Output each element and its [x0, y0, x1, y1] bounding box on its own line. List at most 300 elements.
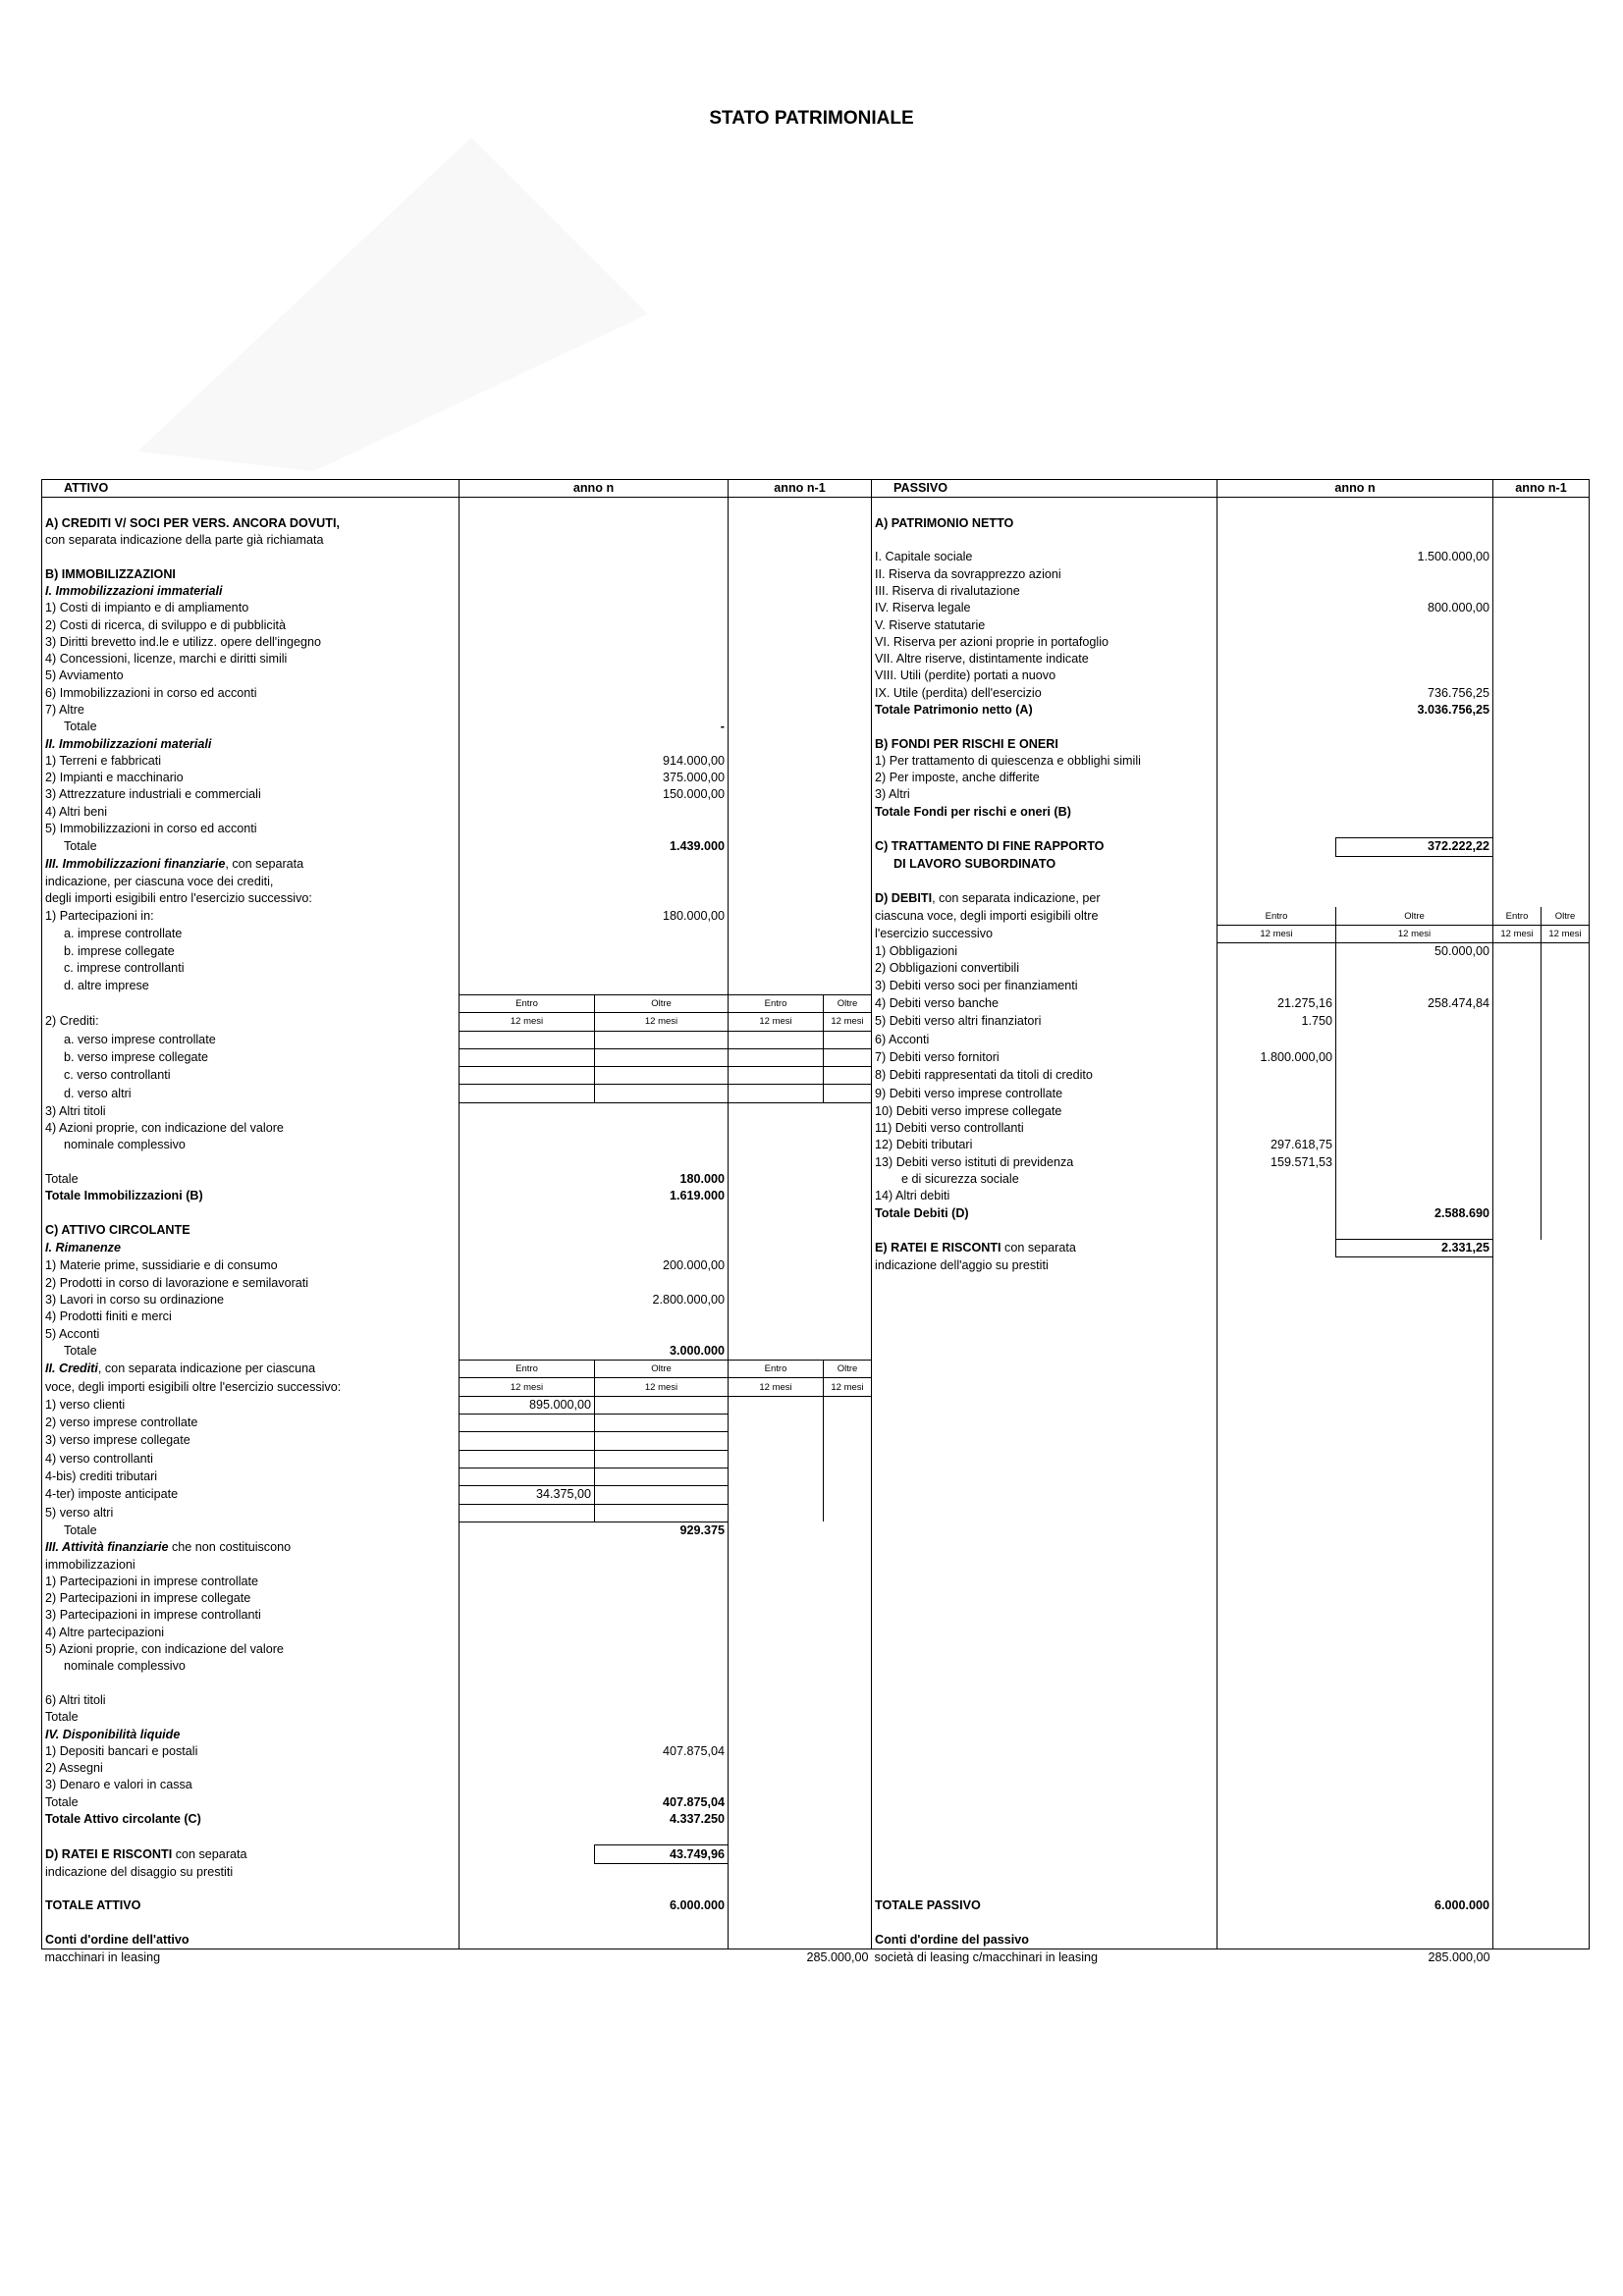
empty-cell: [1217, 1607, 1493, 1624]
empty-cell: [729, 786, 872, 803]
empty-cell: [1542, 1067, 1590, 1085]
empty-cell: [729, 1048, 824, 1066]
table-row: [42, 583, 1590, 600]
empty-cell: [1493, 1308, 1590, 1325]
table-row: [42, 1240, 1590, 1257]
empty-cell: [729, 1794, 872, 1811]
headers-oltre: Oltre: [1336, 907, 1493, 925]
attivo-b2-items-0: 1) Terreni e fabbricati: [42, 753, 460, 770]
headers-mesi: 12 mesi: [1217, 925, 1336, 942]
table-row: [42, 549, 1590, 565]
empty-cell: [460, 960, 729, 977]
table-row: [42, 719, 1590, 735]
table-row: [42, 1067, 1590, 1085]
empty-cell: [460, 532, 729, 549]
headers-oltre: Oltre: [595, 1361, 729, 1378]
table-row: [42, 1171, 1590, 1188]
empty-cell: [1217, 651, 1493, 667]
empty-cell: [729, 978, 872, 995]
table-row: [42, 1204, 1590, 1221]
empty-cell: [595, 1450, 729, 1468]
table-row: [42, 1137, 1590, 1153]
empty-cell: [1217, 634, 1493, 651]
table-row: [42, 1292, 1590, 1308]
passivo-conti-val: 285.000,00: [1428, 1950, 1490, 1965]
empty-cell: [729, 1692, 872, 1709]
empty-cell: [1493, 1204, 1542, 1221]
empty-cell: [872, 1504, 1217, 1522]
empty-cell: [1217, 1102, 1336, 1120]
empty-cell: [729, 1845, 872, 1863]
empty-cell: [872, 1828, 1217, 1845]
table-row: [42, 1222, 1590, 1240]
headers-mesi: 12 mesi: [729, 1378, 824, 1396]
empty-cell: [1217, 1396, 1493, 1414]
attivo-c1-totale-val: 3.000.000: [460, 1343, 729, 1361]
header-attivo: ATTIVO: [42, 480, 460, 498]
attivo-b3-part-items-3: d. altre imprese: [42, 978, 460, 995]
empty-cell: [729, 1154, 872, 1171]
table-row: [42, 1450, 1590, 1468]
attivo-c1-items-3: 4) Prodotti finiti e merci: [42, 1308, 460, 1325]
passivo-e-sub: indicazione dell'aggio su prestiti: [872, 1257, 1217, 1275]
empty-cell: [1493, 943, 1542, 961]
headers-mesi: 12 mesi: [824, 1013, 872, 1031]
empty-cell: [872, 874, 1217, 890]
empty-cell: [42, 994, 460, 1012]
empty-cell: [1217, 1658, 1493, 1675]
empty-cell: [729, 1188, 872, 1204]
header-anno-n-passivo: anno n: [1217, 480, 1493, 498]
empty-cell: [595, 1396, 729, 1414]
empty-cell: [1493, 1222, 1542, 1240]
attivo-c2-totale: Totale: [42, 1522, 460, 1539]
empty-cell: [872, 1641, 1217, 1658]
empty-cell: [1493, 1811, 1590, 1828]
table-row: [42, 994, 1590, 1012]
attivo-c4-totale: Totale: [42, 1794, 460, 1811]
empty-cell: [460, 634, 729, 651]
empty-cell: [1493, 838, 1590, 856]
empty-cell: [1493, 515, 1590, 532]
empty-cell: [1217, 890, 1493, 907]
empty-cell: [729, 616, 872, 633]
empty-cell: [872, 1222, 1217, 1240]
empty-cell: [460, 1539, 729, 1556]
passivo-a-items-0: I. Capitale sociale: [872, 549, 1217, 565]
empty-cell: [1336, 1031, 1493, 1048]
empty-cell: [1217, 1828, 1493, 1845]
table-row: [42, 1188, 1590, 1204]
passivo-b-totale: Totale Fondi per rischi e oneri (B): [872, 804, 1217, 821]
empty-cell: [1217, 1486, 1493, 1504]
empty-cell: [1493, 770, 1590, 786]
empty-cell: [42, 1915, 460, 1932]
empty-cell: [1217, 1932, 1493, 1949]
empty-cell: [595, 1067, 729, 1085]
empty-cell: [1493, 1828, 1590, 1845]
passivo-a-patrimonio: A) PATRIMONIO NETTO: [872, 515, 1217, 532]
empty-cell: [460, 1275, 729, 1292]
empty-cell: [1336, 1067, 1493, 1085]
empty-cell: [872, 1450, 1217, 1468]
empty-cell: [824, 1432, 872, 1450]
empty-cell: [729, 1415, 824, 1432]
empty-cell: [824, 1415, 872, 1432]
empty-cell: [460, 1432, 595, 1450]
empty-cell: [872, 498, 1217, 515]
attivo-b3-partecipazioni: 1) Partecipazioni in:: [42, 907, 460, 925]
empty-cell: [1217, 770, 1493, 786]
empty-cell: [824, 1468, 872, 1485]
table-row: [42, 960, 1590, 977]
empty-cell: [460, 1949, 729, 1967]
empty-cell: [1542, 1137, 1590, 1153]
empty-cell: [872, 1590, 1217, 1607]
table-row: [42, 804, 1590, 821]
empty-cell: [1217, 1625, 1493, 1641]
empty-cell: [1493, 1881, 1590, 1897]
empty-cell: [729, 1275, 872, 1292]
empty-cell: [729, 1709, 872, 1726]
table-row: [42, 821, 1590, 838]
passivo-a-totale-val: 3.036.756,25: [1217, 702, 1493, 719]
table-row: [42, 786, 1590, 803]
empty-cell: [872, 1794, 1217, 1811]
table-row: [42, 565, 1590, 582]
attivo-c4-totale-val: 407.875,04: [460, 1794, 729, 1811]
empty-cell: [729, 685, 872, 702]
empty-cell: [1493, 1343, 1590, 1361]
empty-cell: [1217, 753, 1493, 770]
empty-cell: [460, 498, 729, 515]
empty-cell: [729, 1240, 872, 1257]
ratei-attivo-title-strong: D) RATEI E RISCONTI: [45, 1846, 173, 1861]
attivo-b3-azioni1: 4) Azioni proprie, con indicazione del valore: [42, 1120, 460, 1137]
passivo-b-items-1: 2) Per imposte, anche differite: [872, 770, 1217, 786]
table-row: [42, 1726, 1590, 1742]
empty-cell: [1217, 1292, 1493, 1308]
empty-cell: [1493, 1240, 1590, 1257]
empty-cell: [729, 1863, 872, 1881]
empty-cell: [729, 1031, 824, 1048]
empty-cell: [1493, 1897, 1590, 1914]
empty-cell: [1542, 1171, 1590, 1188]
empty-cell: [460, 667, 729, 684]
empty-cell: [1493, 1378, 1590, 1396]
empty-cell: [1493, 1361, 1590, 1378]
empty-cell: [1336, 1120, 1493, 1137]
empty-cell: [729, 600, 872, 616]
attivo-b2-values-2: 150.000,00: [460, 786, 729, 803]
empty-cell: [1217, 1378, 1493, 1396]
empty-cell: [1493, 1326, 1590, 1343]
empty-cell: [872, 1675, 1217, 1691]
attivo-b1-items-5: 6) Immobilizzazioni in corso ed acconti: [42, 685, 460, 702]
headers-entro: Entro: [460, 1361, 595, 1378]
empty-cell: [595, 1085, 729, 1102]
empty-cell: [1493, 1574, 1590, 1590]
empty-cell: [729, 583, 872, 600]
attivo-b3-cred-items-2: c. verso controllanti: [42, 1067, 460, 1085]
empty-cell: [1493, 1658, 1590, 1675]
table-row: [42, 1031, 1590, 1048]
empty-cell: [1217, 1275, 1493, 1292]
table-row: [42, 1574, 1590, 1590]
empty-cell: [460, 1102, 729, 1120]
passivo-a-items-6: VII. Altre riserve, distintamente indicate: [872, 651, 1217, 667]
empty-cell: [1217, 515, 1493, 532]
passivo-b-items-0: 1) Per trattamento di quiescenza e obblighi simili: [872, 753, 1217, 770]
empty-cell: [1217, 1726, 1493, 1742]
passivo-c-tfr2: DI LAVORO SUBORDINATO: [872, 856, 1217, 874]
empty-cell: [1493, 616, 1590, 633]
empty-cell: [460, 1240, 729, 1257]
table-row: [42, 1361, 1590, 1378]
table-row: [42, 1048, 1590, 1066]
empty-cell: [824, 1450, 872, 1468]
empty-cell: [729, 1326, 872, 1343]
empty-cell: [1217, 735, 1493, 752]
empty-cell: [460, 1590, 729, 1607]
table-row: [42, 600, 1590, 616]
attivo-b1-items-2: 3) Diritti brevetto ind.le e utilizz. opere dell'ingegno: [42, 634, 460, 651]
ratei-attivo-title: [42, 1845, 460, 1863]
table-row: [42, 1396, 1590, 1414]
empty-cell: [1493, 856, 1590, 874]
table-row: [42, 1881, 1590, 1897]
debiti-title-strong: D) DEBITI: [875, 891, 933, 906]
table-row: [42, 498, 1590, 515]
c2-title: [42, 1361, 460, 1378]
attivo-b2-items-4: 5) Immobilizzazioni in corso ed acconti: [42, 821, 460, 838]
empty-cell: [729, 821, 872, 838]
ratei-passivo-title-rest: con separata: [1001, 1241, 1076, 1255]
c2-title-strong: II. Crediti: [45, 1362, 98, 1376]
empty-cell: [1217, 1915, 1493, 1932]
passivo-d-items-11: 12) Debiti tributari: [872, 1137, 1217, 1153]
attivo-conti-item: macchinari in leasing: [44, 1950, 161, 1965]
empty-cell: [872, 821, 1217, 838]
attivo-c1-title: I. Rimanenze: [42, 1240, 460, 1257]
attivo-c1-items-0: 1) Materie prime, sussidiarie e di consumo: [42, 1257, 460, 1275]
empty-cell: [1493, 600, 1590, 616]
empty-cell: [460, 1137, 729, 1153]
empty-cell: [460, 1204, 729, 1221]
passivo-d-totale-val: 2.588.690: [1336, 1204, 1493, 1221]
empty-cell: [1493, 1031, 1542, 1048]
empty-cell: [872, 1845, 1217, 1863]
table-row: [42, 1675, 1590, 1691]
empty-cell: [729, 1067, 824, 1085]
attivo-c3-items-3: 4) Altre partecipazioni: [42, 1625, 460, 1641]
empty-cell: [1217, 1343, 1493, 1361]
empty-cell: [1336, 1171, 1493, 1188]
empty-cell: [1493, 702, 1590, 719]
empty-cell: [1493, 1085, 1542, 1102]
empty-cell: [729, 1743, 872, 1760]
attivo-b3-altri-titoli: 3) Altri titoli: [42, 1102, 460, 1120]
empty-cell: [729, 1811, 872, 1828]
passivo-totale-passivo: TOTALE PASSIVO: [872, 1897, 1217, 1914]
empty-cell: [460, 1222, 729, 1240]
empty-cell: [1493, 1067, 1542, 1085]
passivo-d-totale: Totale Debiti (D): [872, 1204, 1217, 1221]
empty-cell: [872, 1275, 1217, 1292]
table-row: [42, 1013, 1590, 1031]
empty-cell: [460, 651, 729, 667]
empty-cell: [1217, 1522, 1493, 1539]
empty-cell: [824, 1031, 872, 1048]
attivo-c2-items-2: 3) verso imprese collegate: [42, 1432, 460, 1450]
empty-cell: [1542, 1031, 1590, 1048]
empty-cell: [1493, 667, 1590, 684]
table-row: [42, 1658, 1590, 1675]
passivo-d-items-4: 5) Debiti verso altri finanziatori: [872, 1013, 1217, 1031]
empty-cell: [1493, 978, 1542, 995]
empty-cell: [42, 1828, 460, 1845]
attivo-b-immobilizzazioni: B) IMMOBILIZZAZIONI: [42, 565, 460, 582]
empty-cell: [872, 1415, 1217, 1432]
passivo-conti-ordine: Conti d'ordine del passivo: [872, 1932, 1217, 1949]
attivo-c2-sub: voce, degli importi esigibili oltre l'esercizio successivo:: [42, 1378, 460, 1396]
page-title: STATO PATRIMONIALE: [709, 108, 914, 129]
empty-cell: [1493, 1949, 1590, 1967]
empty-cell: [729, 1932, 872, 1949]
empty-cell: [1493, 1504, 1590, 1522]
empty-cell: [1542, 1102, 1590, 1120]
balance-sheet-table: [41, 479, 1590, 1967]
empty-cell: [729, 1675, 872, 1691]
empty-cell: [872, 1343, 1217, 1361]
passivo-d-items-1: 2) Obbligazioni convertibili: [872, 960, 1217, 977]
headers-oltre: Oltre: [595, 994, 729, 1012]
attivo-c3-items-2: 3) Partecipazioni in imprese controllanti: [42, 1607, 460, 1624]
watermark-logo: [118, 118, 668, 471]
table-row: [42, 1539, 1590, 1556]
empty-cell: [872, 1658, 1217, 1675]
headers-mesi: 12 mesi: [460, 1013, 595, 1031]
empty-cell: [729, 1625, 872, 1641]
attivo-c2-totale-val: 929.375: [460, 1522, 729, 1539]
header-passivo: PASSIVO: [872, 480, 1217, 498]
empty-cell: [729, 1257, 872, 1275]
c3-title-rest: che non costituiscono: [168, 1540, 292, 1555]
ratei-attivo-title-rest: con separata: [172, 1846, 247, 1861]
table-row: [42, 753, 1590, 770]
empty-cell: [1217, 616, 1493, 633]
empty-cell: [1336, 1102, 1493, 1120]
empty-cell: [1493, 1415, 1590, 1432]
table-row: [42, 1432, 1590, 1450]
empty-cell: [1217, 1188, 1336, 1204]
empty-cell: [872, 1292, 1217, 1308]
attivo-b2-items-2: 3) Attrezzature industriali e commerciali: [42, 786, 460, 803]
empty-cell: [729, 925, 872, 942]
attivo-b2-items-1: 2) Impianti e macchinario: [42, 770, 460, 786]
table-row: [42, 1504, 1590, 1522]
empty-cell: [872, 1881, 1217, 1897]
empty-cell: [729, 565, 872, 582]
attivo-b3-azioni2: nominale complessivo: [42, 1137, 460, 1153]
headers-entro: Entro: [729, 1361, 824, 1378]
empty-cell: [729, 838, 872, 856]
empty-cell: [1217, 1760, 1493, 1777]
empty-cell: [42, 1675, 460, 1691]
empty-cell: [872, 1760, 1217, 1777]
attivo-c1-val1: 200.000,00: [460, 1257, 729, 1275]
empty-cell: [1217, 874, 1493, 890]
passivo-a-val-legale: 800.000,00: [1217, 600, 1493, 616]
table-row: [42, 1343, 1590, 1361]
empty-cell: [729, 1828, 872, 1845]
empty-cell: [460, 804, 729, 821]
attivo-b2-title: II. Immobilizzazioni materiali: [42, 735, 460, 752]
empty-cell: [1336, 1222, 1493, 1240]
empty-cell: [1217, 667, 1493, 684]
table-row: [42, 616, 1590, 633]
attivo-c4-items-1: 2) Assegni: [42, 1760, 460, 1777]
empty-cell: [872, 1308, 1217, 1325]
empty-cell: [1217, 498, 1493, 515]
empty-cell: [1217, 1204, 1336, 1221]
passivo-d-items-5: 6) Acconti: [872, 1031, 1217, 1048]
table-row: [42, 890, 1590, 907]
attivo-c4-val1: 407.875,04: [460, 1743, 729, 1760]
empty-cell: [729, 1590, 872, 1607]
table-row: [42, 1522, 1590, 1539]
headers-entro: Entro: [1493, 907, 1542, 925]
passivo-d-val-obblig-oltre: 50.000,00: [1336, 943, 1493, 961]
table-row: [42, 978, 1590, 995]
table-row: [42, 1326, 1590, 1343]
empty-cell: [460, 1777, 729, 1793]
empty-cell: [1493, 1641, 1590, 1658]
table-row: [42, 1308, 1590, 1325]
passivo-d-val-previdenza-entro: 159.571,53: [1217, 1154, 1336, 1171]
attivo-b3-sub2: degli importi esigibili entro l'esercizio successivo:: [42, 890, 460, 907]
empty-cell: [460, 685, 729, 702]
passivo-d-items-9: 10) Debiti verso imprese collegate: [872, 1102, 1217, 1120]
attivo-b1-totale: Totale: [42, 719, 460, 735]
attivo-c3-totale: Totale: [42, 1709, 460, 1726]
passivo-d-items-3: 4) Debiti verso banche: [872, 994, 1217, 1012]
empty-cell: [1493, 1726, 1590, 1742]
empty-cell: [1493, 1760, 1590, 1777]
empty-cell: [1336, 1048, 1493, 1066]
table-row: [42, 735, 1590, 752]
empty-cell: [1493, 1048, 1542, 1066]
attivo-b3-cred-items-3: d. verso altri: [42, 1085, 460, 1102]
passivo-b-items-2: 3) Altri: [872, 786, 1217, 803]
empty-cell: [729, 804, 872, 821]
empty-cell: [460, 1085, 595, 1102]
empty-cell: [460, 1468, 595, 1485]
empty-cell: [1493, 532, 1590, 549]
passivo-d-val-tributari-entro: 297.618,75: [1217, 1137, 1336, 1153]
empty-cell: [1542, 994, 1590, 1012]
passivo-a-items-3: IV. Riserva legale: [872, 600, 1217, 616]
empty-cell: [1493, 565, 1590, 582]
attivo-b1-items-0: 1) Costi di impianto e di ampliamento: [42, 600, 460, 616]
attivo-b3-cred-items-1: b. verso imprese collegate: [42, 1048, 460, 1066]
empty-cell: [729, 1726, 872, 1742]
empty-cell: [460, 1863, 729, 1881]
table-row: [42, 1828, 1590, 1845]
attivo-d-sub: indicazione del disaggio su prestiti: [42, 1863, 460, 1881]
attivo-b3-crediti: 2) Crediti:: [42, 1013, 460, 1031]
c3-title-strong: III. Attività finanziarie: [45, 1540, 169, 1555]
